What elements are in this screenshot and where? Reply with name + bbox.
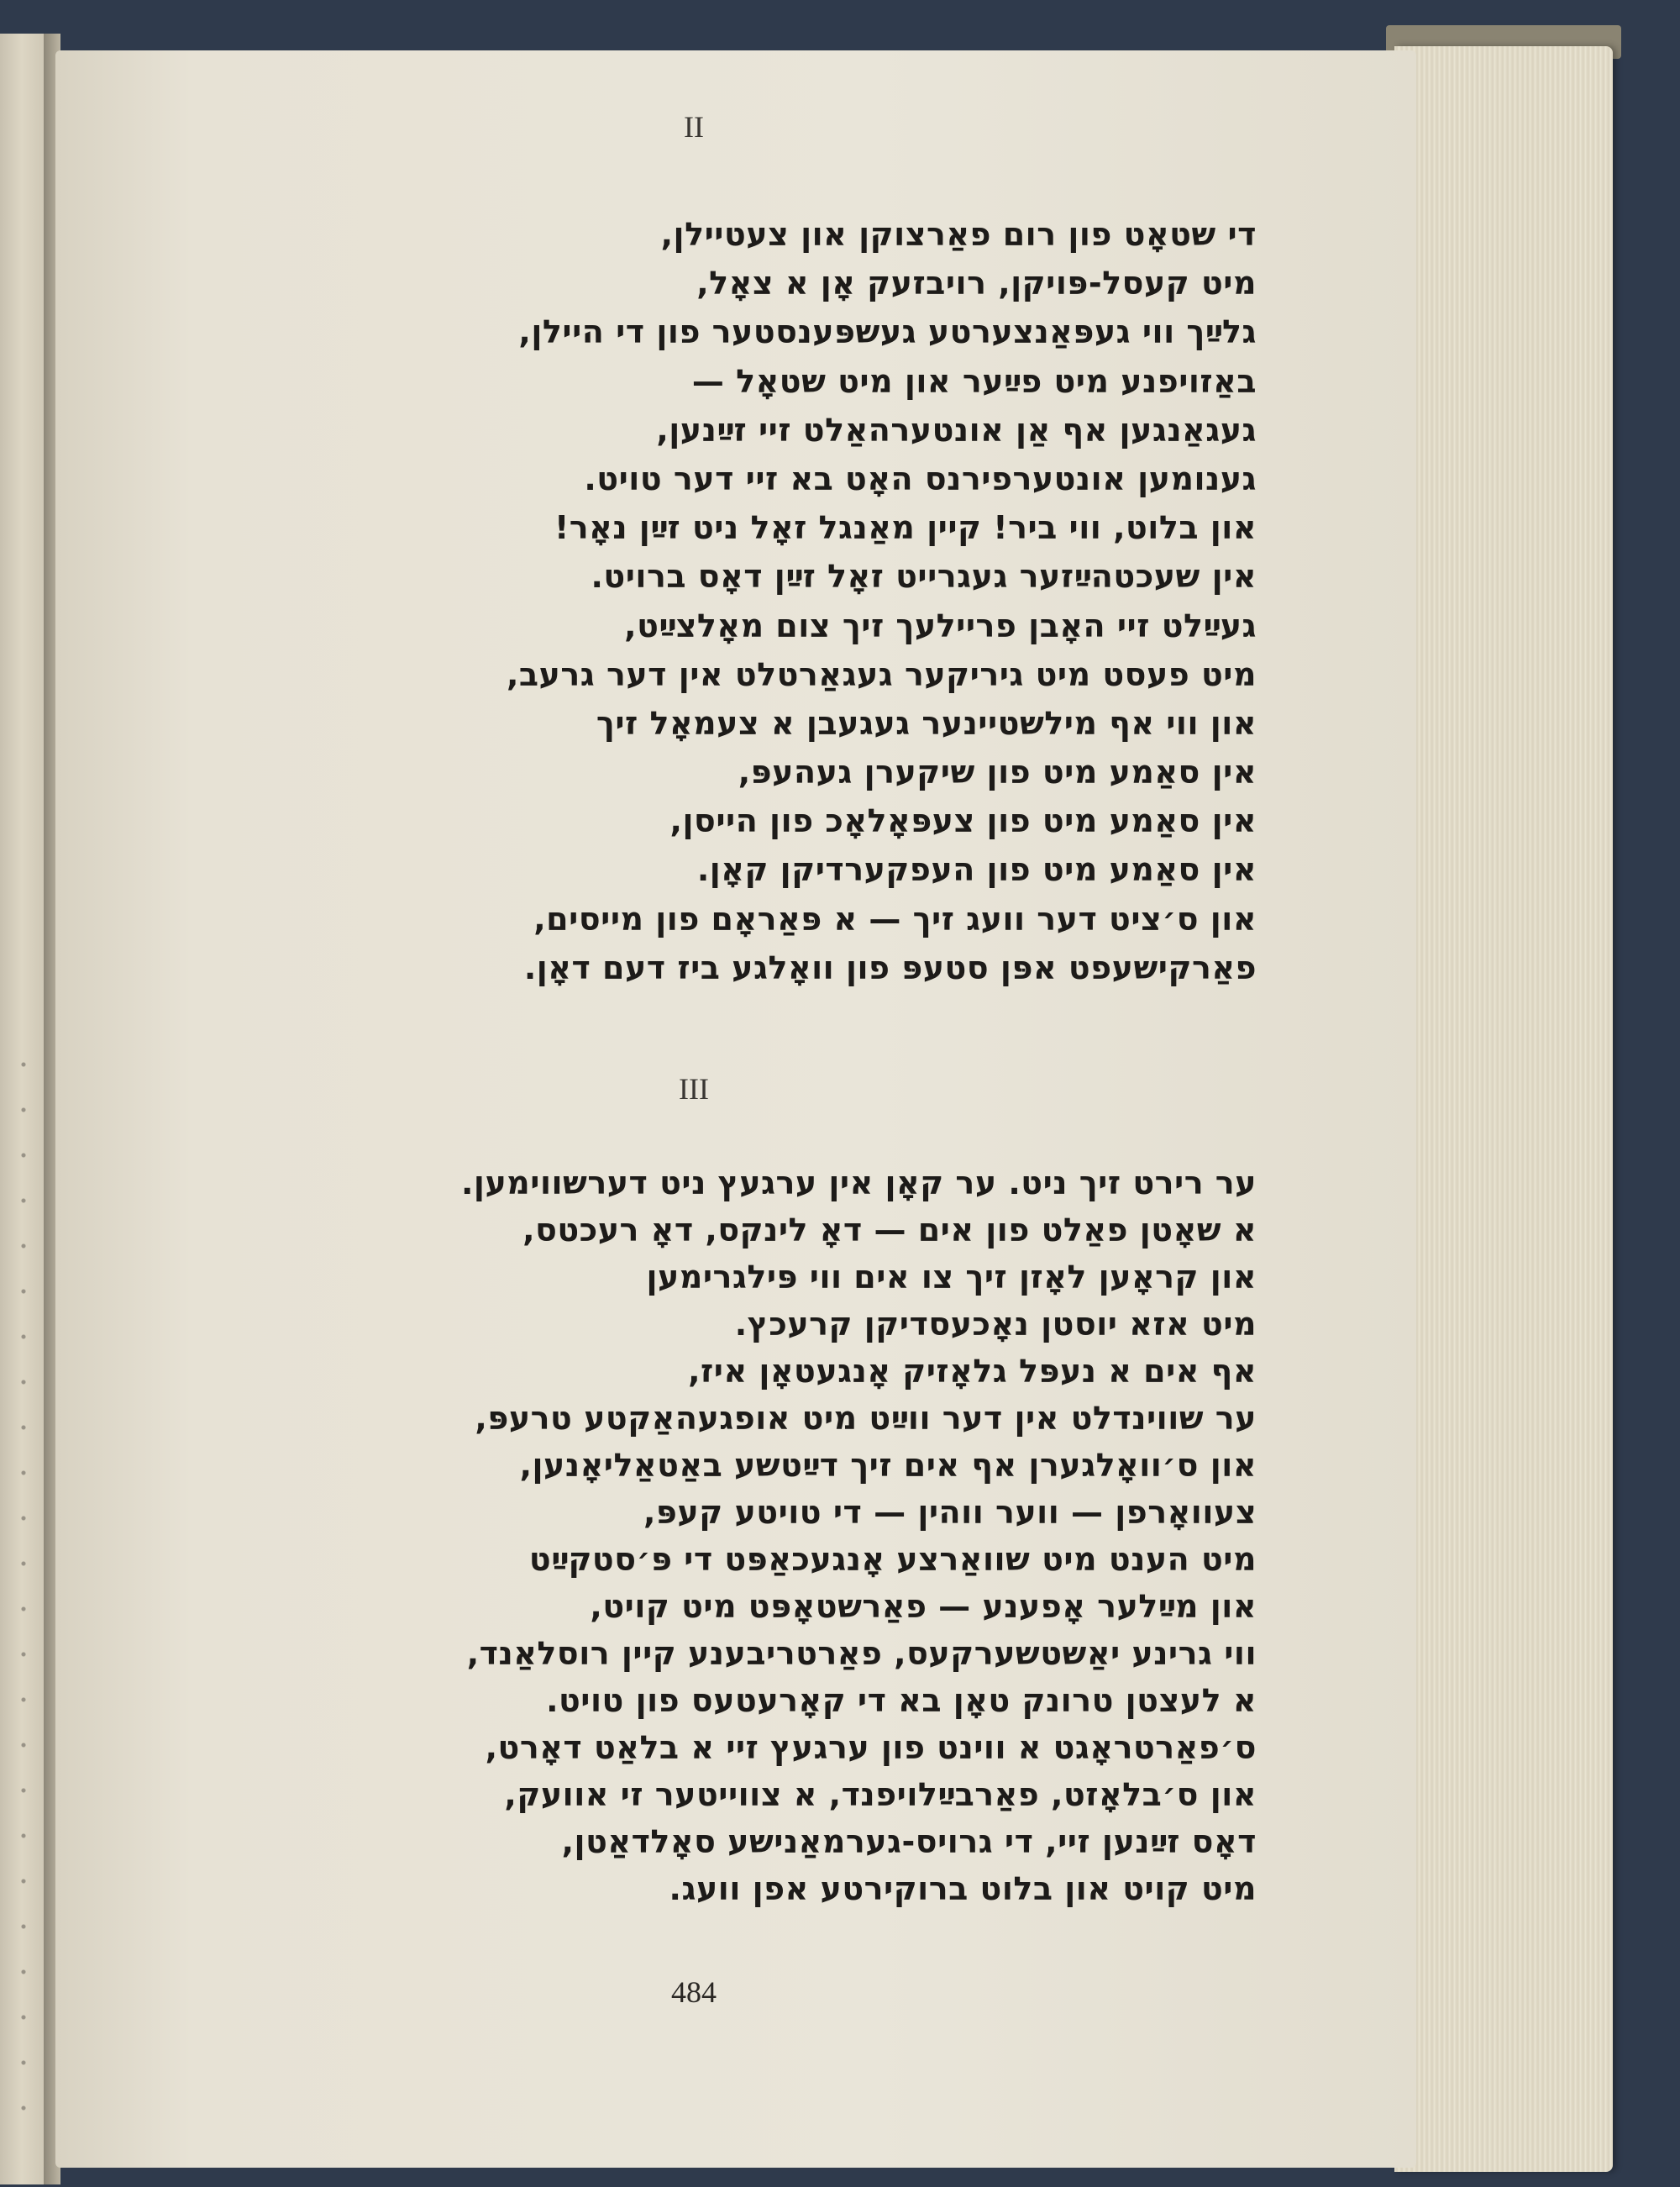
left-page-edge [0, 34, 45, 2184]
verse-line: אין סאַמע מיט פון העפקערדיקן קאָן. [696, 851, 1257, 889]
page-stack-edge [1394, 46, 1613, 2172]
verse-line: געגאַנגען אף אַן אונטערהאַלט זיי זײַנען, [656, 411, 1257, 449]
verse-line: גלײַך ווי געפּאַנצערטע געשפּענסטער פון די היילן, [518, 313, 1257, 351]
verse-line: פאַרקישעפט אפּן סטעפּ פון וואָלגע ביז דעם דאָן. [523, 949, 1257, 986]
verse-line: אף אים א נעפּל גלאָזיק אָנגעטאָן איז, [688, 1353, 1257, 1390]
verse-line: און ס׳וואָלגערן אף אים זיך דײַטשע באַטאַליאָנען, [519, 1447, 1257, 1484]
page-number: 484 [671, 1975, 717, 2009]
section-heading-ii: II [684, 110, 704, 144]
verse-line: און ווי אף מילשטיינער געגעבן א צעמאָל זיך [596, 704, 1257, 742]
verse-line: מיט אזא יוסטן נאָכעסדיקן קרעכץ. [734, 1306, 1257, 1343]
verse-line: און בלוט, ווי ביר! קיין מאַנגל זאָל ניט זײַן נאָר! [554, 509, 1257, 547]
verse-line: באַזויפנע מיט פײַער און מיט שטאָל — [691, 362, 1257, 400]
section-heading-iii: III [679, 1072, 709, 1106]
verse-line: און ס׳בלאָזט, פאַרבײַלויפנד, א צווייטער זי אוועק, [504, 1776, 1257, 1813]
verse-line: ס׳פאַרטראָגט א ווינט פון ערגעץ זיי א בלאַט דאָרט, [485, 1729, 1257, 1766]
verse-line: מיט קעסל-פּויקן, רויבזעק אָן א צאָל, [696, 265, 1257, 302]
verse-line: ווי גרינע יאַשטשערקעס, פאַרטריבענע קיין רוסלאַנד, [466, 1635, 1257, 1672]
verse-line: צעוואָרפן — ווער ווהין — די טויטע קעפּ, [643, 1494, 1257, 1531]
verse-line: מיט פעסט מיט גיריקער געגאַרטלט אין דער גרעב, [506, 655, 1257, 693]
verse-line: ער שווינדלט אין דער ווײַט מיט אופגעהאַקטע טרעפּ, [475, 1400, 1257, 1437]
verse-line: דאָס זײַנען זיי, די גרויס-גערמאַנישע סאָלדאַטן, [561, 1823, 1257, 1860]
verse-line: אין סאַמע מיט פון צעפּאָלאָכ פון הייסן, [669, 802, 1257, 840]
verse-section-ii [291, 210, 1257, 992]
verse-line: מיט הענט מיט שוואַרצע אָנגעכאַפּט די פּ׳סטקײַט [528, 1541, 1257, 1578]
verse-line: די שטאָט פון רום פאַרצוקן און צעטיילן, [660, 216, 1257, 253]
left-page-text-fragments [7, 1042, 40, 2134]
verse-line: און קראָען לאָזן זיך צו אים ווי פּילגרימען [646, 1259, 1257, 1296]
verse-line: מיט קויט און בלוט ברוקירטע אפן וועג. [669, 1870, 1257, 1907]
verse-line: גענומען אונטערפירנס האָט בא זיי דער טויט. [584, 460, 1257, 497]
verse-line: אין סאַמע מיט פון שיקערן געהעפּ, [738, 754, 1257, 791]
verse-section-iii [291, 1159, 1257, 1912]
verse-line: ער רירט זיך ניט. ער קאָן אין ערגעץ ניט דערשווימען. [460, 1164, 1257, 1201]
verse-line: און ס׳ציט דער וועג זיך — א פּאַראָם פון מייסים, [533, 900, 1257, 938]
book-page [55, 50, 1416, 2168]
verse-line: א לעצטן טרונק טאָן בא די קאָרעטעס פון טויט. [546, 1682, 1257, 1719]
verse-line: געײַלט זיי האָבן פריילעך זיך צום מאָלצײַט, [624, 607, 1257, 644]
verse-line: אין שעכטהײַזער געגרייט זאָל זײַן דאָס ברויט. [591, 558, 1257, 596]
verse-line: און מײַלער אָפענע — פאַרשטאָפּט מיט קויט, [590, 1588, 1257, 1625]
verse-line: א שאָטן פאַלט פון אים — דאָ לינקס, דאָ רעכטס, [522, 1212, 1257, 1249]
